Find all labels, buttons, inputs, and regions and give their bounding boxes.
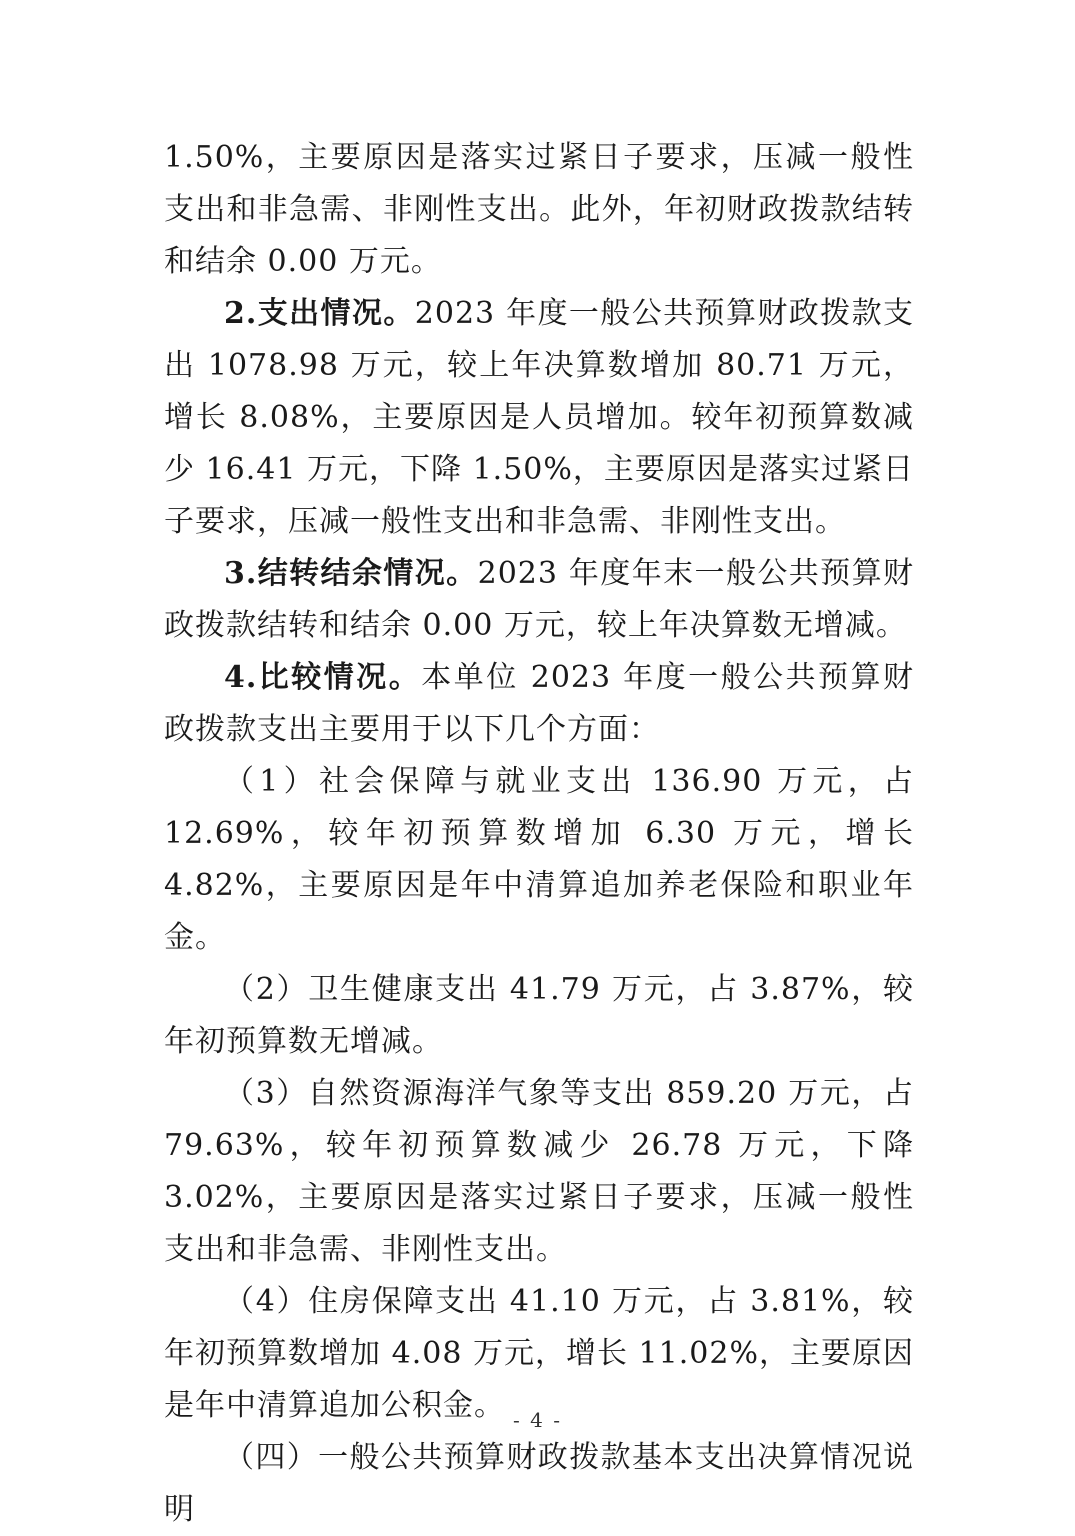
paragraph-text: （4）住房保障支出 41.10 万元，占 3.81%，较年初预算数增加 4.08 万元，增长 11.02%，主要原因是年中清算追加公积金。 bbox=[164, 1284, 914, 1423]
paragraph-text: 2023 年度一般公共预算财政拨款支出 1078.98 万元，较上年决算数增加 80.71 万元，增长 8.08%，主要原因是人员增加。较年初预算数减少 16.41 万元，下降 1.50%，主要原因是落实过紧日子要求，压减一般性支出和非急需、非刚性支出。 bbox=[164, 296, 914, 539]
paragraph-balance bbox=[164, 548, 914, 652]
paragraph-text: （四）一般公共预算财政拨款基本支出决算情况说明 bbox=[164, 1440, 914, 1527]
paragraph-lead: 4.比较情况。 bbox=[224, 660, 422, 695]
paragraph-item-natural-resources bbox=[164, 1068, 914, 1276]
paragraph-item-health bbox=[164, 964, 914, 1068]
section-heading bbox=[164, 1432, 914, 1536]
document-body bbox=[164, 132, 914, 1536]
paragraph-text: （3）自然资源海洋气象等支出 859.20 万元，占 79.63%，较年初预算数减少 26.78 万元，下降 3.02%，主要原因是落实过紧日子要求，压减一般性支出和非急需、非刚性支出。 bbox=[164, 1076, 914, 1267]
paragraph-carryover bbox=[164, 132, 914, 288]
paragraph-lead: 3.结转结余情况。 bbox=[224, 556, 478, 591]
paragraph-text: （2）卫生健康支出 41.79 万元，占 3.87%，较年初预算数无增减。 bbox=[164, 972, 914, 1059]
paragraph-text: 1.50%，主要原因是落实过紧日子要求，压减一般性支出和非急需、非刚性支出。此外，年初财政拨款结转和结余 0.00 万元。 bbox=[164, 140, 914, 279]
paragraph-item-social-security bbox=[164, 756, 914, 964]
paragraph-text: 2023 年度年末一般公共预算财政拨款结转和结余 0.00 万元，较上年决算数无增减。 bbox=[164, 556, 914, 643]
paragraph-comparison bbox=[164, 652, 914, 756]
page-number: - 4 - bbox=[513, 1408, 562, 1432]
paragraph-expenditure bbox=[164, 288, 914, 548]
paragraph-text: 本单位 2023 年度一般公共预算财政拨款支出主要用于以下几个方面： bbox=[164, 660, 914, 747]
paragraph-text: （1）社会保障与就业支出 136.90 万元，占 12.69%，较年初预算数增加 6.30 万元，增长 4.82%，主要原因是年中清算追加养老保险和职业年金。 bbox=[164, 764, 914, 955]
paragraph-lead: 2.支出情况。 bbox=[224, 296, 415, 331]
